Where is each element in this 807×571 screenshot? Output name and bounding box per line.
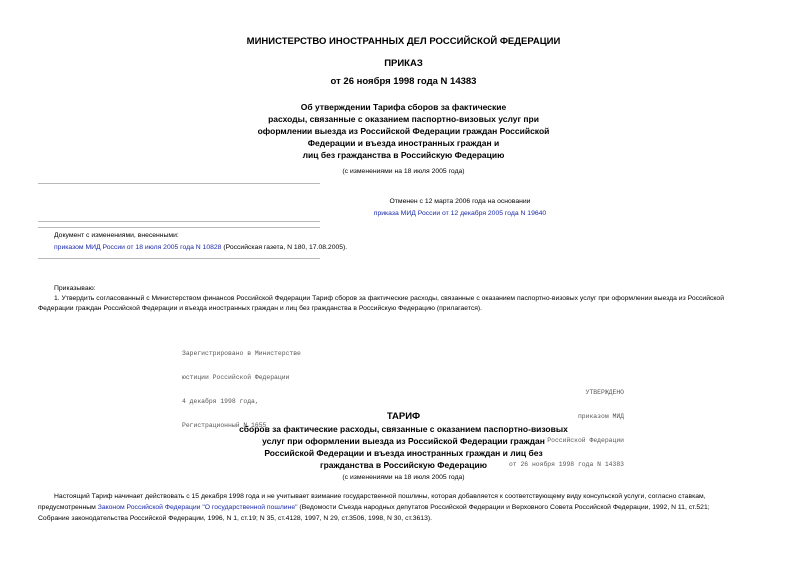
amendment-note: (с изменениями на 18 июля 2005 года): [342, 168, 465, 175]
ministry-heading: МИНИСТЕРСТВО ИНОСТРАННЫХ ДЕЛ РОССИЙСКОЙ ФЕДЕРАЦИИ: [246, 36, 561, 47]
registration-line: юстиции Российской Федерации: [182, 374, 290, 381]
item1-line1: 1. Утвердить согласованный с Министерством финансов Российской Федерации Тариф сборов за фактические расходы, связанные с оказанием паспортно-визовых услуг при оформлении выезда из Российской: [54, 295, 725, 302]
title-line: оформлении выезда из Российской Федерации граждан Российской: [257, 126, 550, 136]
divider: [38, 227, 320, 228]
state-duty-law-link[interactable]: Законом Российской Федерации "О государственной пошлине": [97, 504, 298, 511]
approved-line: от 26 ноября 1998 года N 14383: [508, 461, 624, 468]
tariff-title-line: сборов за фактические расходы, связанные с оказанием паспортно-визовых: [239, 424, 568, 434]
tariff-heading: ТАРИФ: [386, 411, 421, 422]
changes-label: Документ с изменениями, внесенными:: [54, 232, 179, 239]
registration-line: Регистрационный N 1655: [182, 422, 267, 429]
tariff-body-line1: Настоящий Тариф начинает действовать с 15 декабря 1998 года и не учитывает взимание государственной пошлины, которая добавляется к соответствующему виду консульской услуги, согласно ставкам,: [54, 493, 706, 500]
tariff-body-line3: Собрание законодательства Российской Федерации, 1996, N 1, ст.19; N 35, ст.4128, 1997, N 29, ст.3506, 1998, N 30, ст.3613).: [38, 515, 433, 522]
approved-line: приказом МИД: [577, 413, 624, 420]
cancellation-order-link[interactable]: приказа МИД России от 12 декабря 2005 года N 19640: [373, 210, 547, 217]
doc-type-heading: ПРИКАЗ: [384, 58, 423, 69]
tariff-title: [0, 423, 807, 471]
approved-line: УТВЕРЖДЕНО: [585, 389, 624, 396]
changes-source: (Российская газета, N 180, 17.08.2005).: [221, 244, 348, 251]
divider: [38, 258, 320, 259]
registration-line: 4 декабря 1998 года,: [182, 398, 259, 405]
changes-order-link[interactable]: приказом МИД России от 18 июля 2005 года N 10828: [54, 244, 222, 251]
cancellation-block: [320, 196, 600, 220]
registration-line: Зарегистрировано в Министерстве: [182, 350, 301, 357]
approved-line: Российской Федерации: [547, 437, 624, 444]
tariff-title-line: гражданства в Российскую Федерацию: [320, 460, 487, 470]
title-line: расходы, связанные с оказанием паспортно-визовых услуг при: [268, 114, 539, 124]
tariff-title-line: услуг при оформлении выезда из Российской Федерации граждан: [262, 436, 545, 446]
tariff-amendment-note: (с изменениями на 18 июля 2005 года): [342, 474, 465, 481]
title-line: Федерации и въезда иностранных граждан и: [307, 138, 500, 148]
tariff-body-text: предусмотренным: [38, 504, 98, 511]
changes-line: [54, 242, 347, 254]
title-line: Об утверждении Тарифа сборов за фактические: [300, 102, 507, 112]
order-date: от 26 ноября 1998 года N 14383: [330, 76, 477, 87]
order-word: Приказываю:: [54, 285, 96, 292]
doc-title: [0, 101, 807, 161]
title-line: лиц без гражданства в Российскую Федерацию: [302, 150, 505, 160]
item1-line2: Федерации граждан Российской Федерации и въезда иностранных граждан и лиц без гражданства в Российскую Федерацию (прилагается).: [38, 305, 483, 312]
tariff-body-text: (Ведомости Съезда народных депутатов Российской Федерации и Верховного Совета Российской Федерации, 1992, N 11, ст.521;: [297, 504, 710, 511]
cancellation-text: Отменен с 12 марта 2006 года на основании: [389, 198, 531, 205]
divider: [38, 183, 320, 184]
tariff-title-line: Российской Федерации и въезда иностранных граждан и лиц без: [264, 448, 543, 458]
divider: [38, 221, 320, 222]
